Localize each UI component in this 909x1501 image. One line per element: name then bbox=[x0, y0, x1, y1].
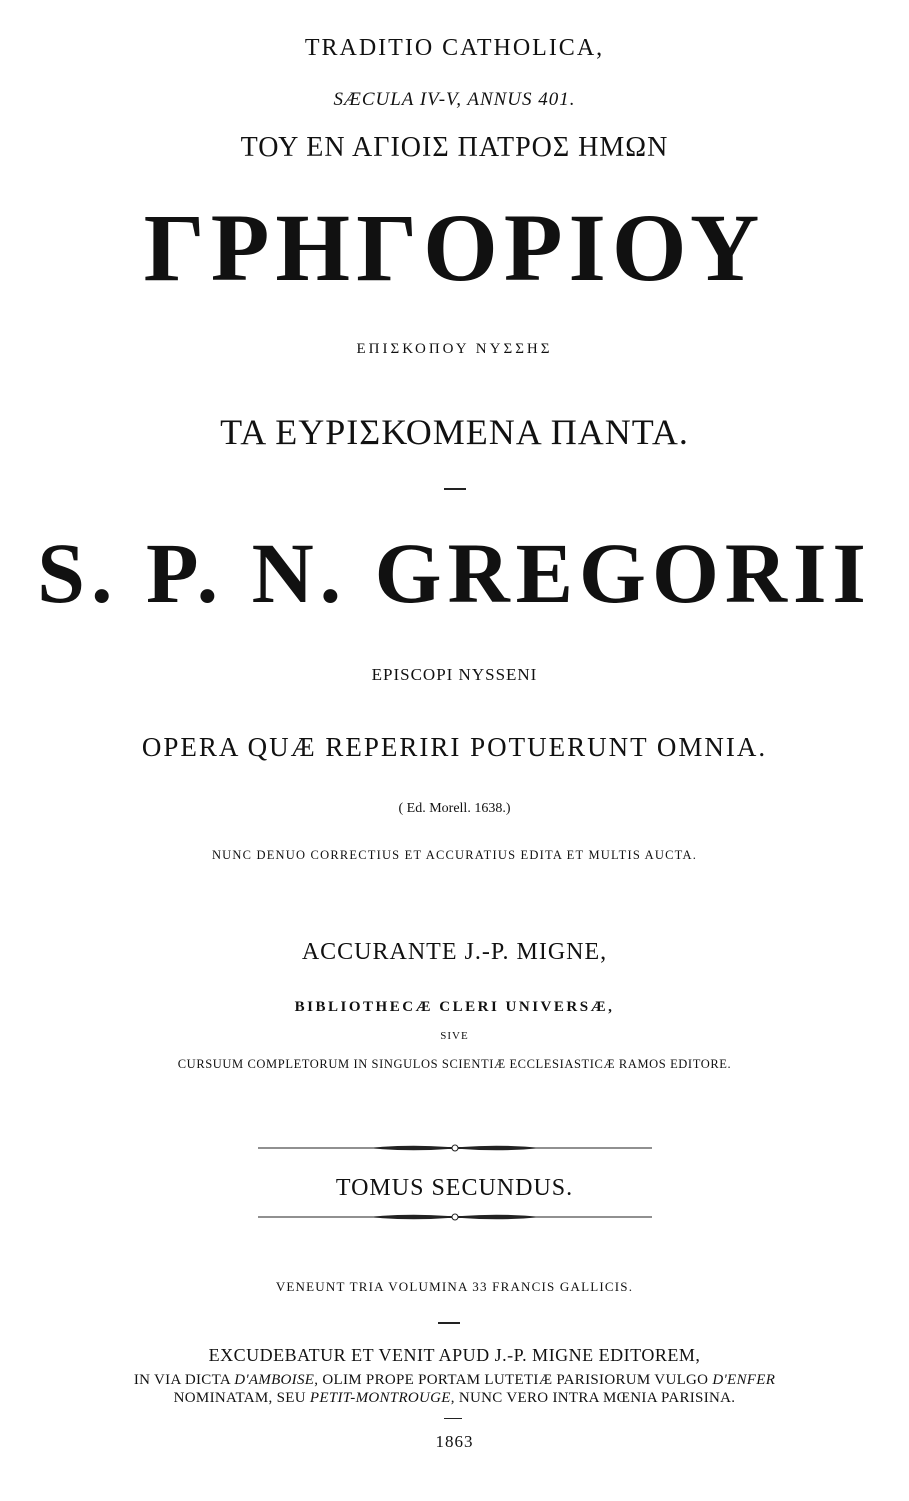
nunc-denuo-line: NUNC DENUO CORRECTIUS ET ACCURATIUS EDITA ET MULTIS AUCTA. bbox=[211, 848, 698, 862]
edition-note: ( Ed. Morell. 1638.) bbox=[398, 801, 511, 816]
bibliothecae-line: BIBLIOTHECÆ CLERI UNIVERSÆ, bbox=[294, 999, 615, 1015]
imprint-line-3-part-c: , NUNC VERO INTRA MŒNIA PARISINA. bbox=[450, 1390, 736, 1406]
greek-heading: ΤΟΥ ΕΝ ΑΓΙΟΙΣ ΠΑΤΡΟΣ ΗΜΩΝ bbox=[240, 132, 669, 163]
imprint-line-3-part-a: NOMINATAM, SEU bbox=[173, 1390, 310, 1406]
greek-subtitle: ΕΠΙΣΚΟΠΟΥ ΝΥΣΣΗΣ bbox=[356, 341, 553, 357]
excudebatur-line: EXCUDEBATUR ET VENIT APUD J.-P. MIGNE EDITOREM, bbox=[208, 1345, 701, 1365]
cursuum-line: CURSUUM COMPLETORUM IN SINGULOS SCIENTIÆ ECCLESIASTICÆ RAMOS EDITORE. bbox=[177, 1057, 732, 1071]
century-line: SÆCULA IV-V, ANNUS 401. bbox=[333, 89, 576, 110]
latin-works: OPERA QUÆ REPERIRI POTUERUNT OMNIA. bbox=[141, 732, 768, 762]
imprint-line-3-part-b: PETIT-MONTROUGE bbox=[309, 1390, 451, 1406]
tomus-line: TOMUS SECUNDUS. bbox=[335, 1175, 574, 1201]
ornamental-rule-top bbox=[258, 1143, 652, 1153]
latin-subtitle: EPISCOPI NYSSENI bbox=[371, 665, 538, 684]
greek-works: ΤΑ ΕΥΡΙΣΚΟΜΕΝΑ ΠΑΝΤΑ. bbox=[220, 412, 689, 452]
divider-dash-3 bbox=[444, 1418, 462, 1419]
divider-dash bbox=[444, 488, 466, 490]
latin-title: S. P. N. GREGORII bbox=[37, 525, 872, 621]
greek-title: ΓΡΗΓΟΡΙΟΥ bbox=[143, 194, 766, 301]
imprint-line-2-part-b: D'AMBOISE bbox=[234, 1372, 315, 1388]
ornamental-rule-bottom bbox=[258, 1212, 652, 1222]
year-line: 1863 bbox=[435, 1432, 474, 1451]
veneunt-line: VENEUNT TRIA VOLUMINA 33 FRANCIS GALLICIS. bbox=[275, 1279, 634, 1294]
imprint-line-2-part-a: IN VIA DICTA bbox=[133, 1372, 235, 1388]
accurante-line: ACCURANTE J.-P. MIGNE, bbox=[301, 939, 608, 965]
tradition-heading: TRADITIO CATHOLICA, bbox=[304, 35, 605, 61]
imprint-line-3 bbox=[0, 1391, 909, 1406]
imprint-line-2 bbox=[0, 1373, 909, 1388]
divider-dash-2 bbox=[438, 1322, 460, 1324]
imprint-line-2-part-c: , OLIM PROPE PORTAM LUTETIÆ PARISIORUM VULGO bbox=[314, 1372, 713, 1388]
imprint-line-2-part-d: D'ENFER bbox=[712, 1372, 776, 1388]
sive-line: SIVE bbox=[440, 1030, 469, 1042]
